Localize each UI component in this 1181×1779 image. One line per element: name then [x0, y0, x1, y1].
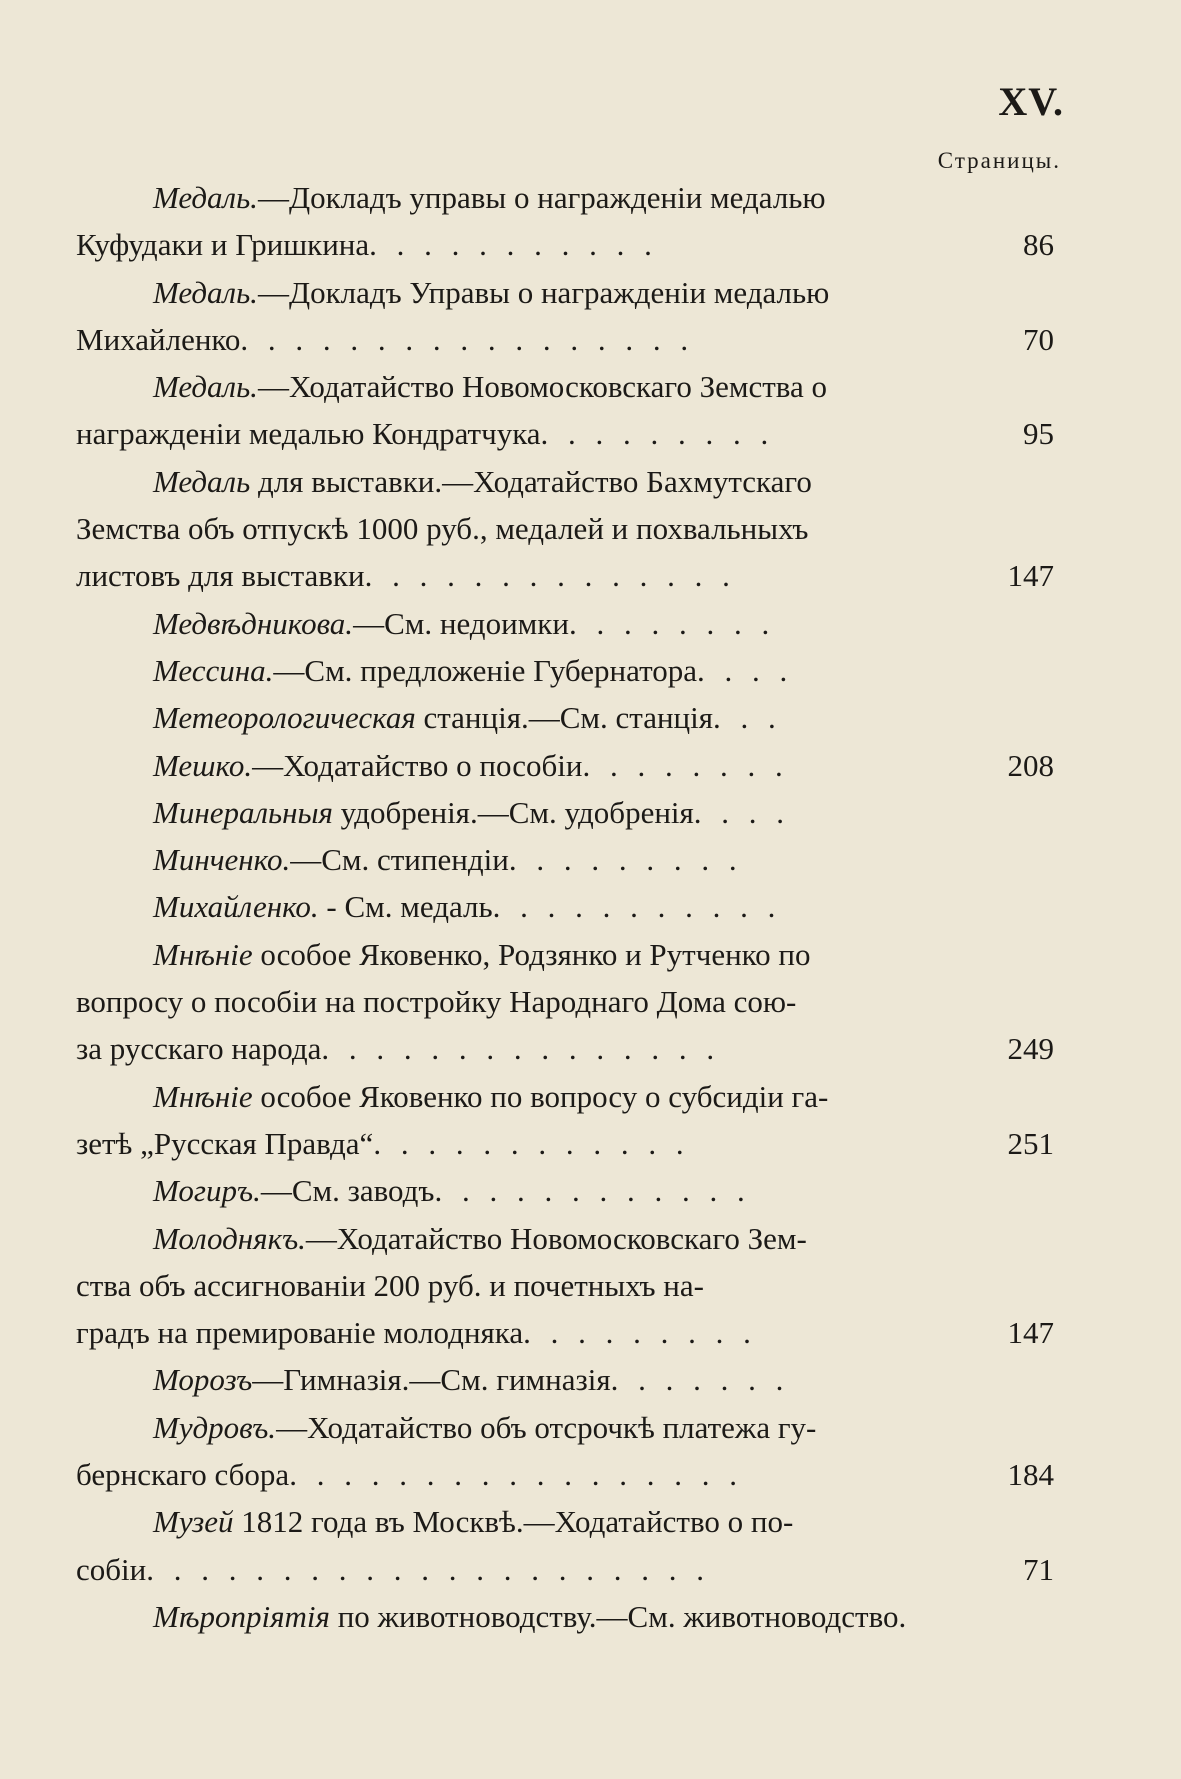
index-text: 1812 года въ Москвѣ.—Ходатайство о по-: [233, 1504, 794, 1540]
index-text: за русскаго народа: [76, 1031, 322, 1067]
index-term: Медаль.: [153, 180, 258, 215]
dot-leader: . . . . . . . . . . . .: [373, 1125, 690, 1161]
index-text: зетѣ „Русская Правда“: [76, 1125, 374, 1161]
dot-leader: . . . . . . . . . . .: [369, 227, 658, 263]
index-text: —Ходатайство Новомосковскаго Земства о: [257, 369, 828, 405]
dot-leader: . . . . . . . . .: [508, 842, 743, 878]
index-line: [76, 269, 1066, 316]
index-text: —Докладъ Управы о награжденiи медалью: [257, 274, 830, 310]
dot-leader: . . . . . . . . . . . . . . . . .: [240, 321, 695, 357]
index-line: [76, 1120, 1066, 1167]
index-text: Куфудаки и Гришкина: [76, 227, 370, 263]
index-line: [76, 363, 1066, 410]
page-ref: 184: [1007, 1457, 1054, 1493]
index-text: собiи: [76, 1551, 147, 1587]
index-line: [76, 836, 1066, 883]
index-line: [76, 1546, 1066, 1593]
dot-leader: . . . . . . .: [610, 1362, 790, 1398]
index-text: особое Яковенко, Родзянко и Рутченко по: [252, 936, 811, 972]
index-text: —Ходатайство о пособiи: [252, 747, 583, 783]
index-term: Мудровъ.: [153, 1409, 277, 1445]
index-line: [76, 931, 1066, 978]
index-entry: [76, 1215, 1066, 1357]
index-text: станцiя.—См. станцiя: [415, 700, 714, 736]
index-line: [76, 742, 1066, 789]
index-line: [76, 1451, 1066, 1498]
index-term: Мнѣнiе: [153, 936, 253, 972]
index-text: —Ходатайство объ отсрочкѣ платежа гу-: [276, 1409, 817, 1445]
index-term: Мѣропрiятiя: [153, 1598, 330, 1634]
page-ref: 147: [1007, 558, 1054, 594]
index-term: Минченко.: [153, 842, 291, 878]
index-text: —См. заводъ: [260, 1173, 435, 1209]
index-entry: [76, 931, 1066, 1073]
index-line: [76, 978, 1066, 1025]
dot-leader: . . . .: [696, 652, 794, 688]
index-term: Минеральныя: [153, 794, 333, 830]
dot-leader: . . . . . . . . . . . . . .: [364, 558, 736, 594]
index-entry: [76, 1356, 1066, 1403]
index-line: [76, 1593, 1066, 1640]
index-entry: [76, 1404, 1066, 1499]
page-ref: 71: [1023, 1551, 1054, 1587]
index-entry: [76, 600, 1066, 647]
index-text: ства объ ассигнованiи 200 руб. и почетныхъ на-: [76, 1267, 704, 1303]
index-entry: [76, 458, 1066, 600]
index-line: [76, 1356, 1066, 1403]
index-line: [76, 221, 1066, 268]
page-ref: 86: [1023, 227, 1054, 263]
index-term: Музей: [153, 1504, 234, 1540]
page-ref: 208: [1007, 747, 1054, 783]
dot-leader: . . . .: [693, 794, 791, 830]
index-entry: [76, 647, 1066, 694]
index-line: [76, 883, 1066, 930]
page-ref: 70: [1023, 321, 1054, 357]
index-entry: [76, 789, 1066, 836]
index-line: [76, 694, 1066, 741]
subject-index: [76, 174, 1066, 1640]
index-text: Земства объ отпускѣ 1000 руб., медалей и похвальныхъ: [76, 511, 809, 547]
index-entry: [76, 174, 1066, 269]
index-text: листовъ для выставки: [76, 558, 365, 594]
index-text: - См. медаль: [318, 889, 493, 925]
index-term: Молоднякъ.: [153, 1220, 306, 1256]
dot-leader: . . . . . . . . .: [523, 1315, 757, 1351]
index-term: Медаль.: [153, 369, 258, 405]
page-ref: 251: [1007, 1125, 1054, 1161]
page-number: XV.: [998, 79, 1064, 124]
index-text: —Гимназiя.—См. гимназiя: [252, 1362, 611, 1398]
index-line: [76, 1498, 1066, 1545]
index-term: Морозъ: [153, 1362, 253, 1398]
dot-leader: . . . . . . . . . . . .: [434, 1173, 751, 1209]
index-text: вопросу о пособiи на постройку Народнаго Дома сою-: [76, 984, 797, 1020]
index-text: —См. предложенiе Губернатора: [273, 652, 697, 688]
dot-leader: . . . . . . . .: [568, 605, 776, 641]
index-line: [76, 1025, 1066, 1072]
index-entry: [76, 883, 1066, 930]
page-ref: 147: [1007, 1315, 1054, 1351]
dot-leader: . . . . . . . . . . .: [492, 889, 782, 925]
index-line: [76, 410, 1066, 457]
index-line: [76, 789, 1066, 836]
dot-leader: . . .: [713, 700, 782, 736]
dot-leader: . . . . . . . . .: [540, 416, 775, 452]
dot-leader: . . . . . . . . . . . . . . .: [321, 1031, 721, 1067]
index-text: удобренiя.—См. удобренiя: [332, 794, 694, 830]
index-entry: [76, 1593, 1066, 1640]
page-ref: 249: [1007, 1031, 1054, 1067]
index-text: градъ на премированiе молодняка: [76, 1315, 524, 1351]
index-text: особое Яковенко по вопросу о субсидiи га-: [252, 1078, 829, 1114]
dot-leader: . . . . . . . .: [582, 747, 789, 783]
index-line: [76, 1073, 1066, 1120]
index-entry: [76, 836, 1066, 883]
index-text: бернскаго сбора: [76, 1457, 290, 1493]
index-text: —См. недоимки: [353, 605, 569, 641]
index-entry: [76, 1167, 1066, 1214]
index-line: [76, 1215, 1066, 1262]
index-term: Могиръ.: [153, 1173, 261, 1209]
index-term: Медаль.: [153, 274, 258, 310]
index-term: Михайленко.: [153, 889, 319, 925]
index-line: [76, 458, 1066, 505]
index-line: [76, 552, 1066, 599]
index-entry: [76, 1073, 1066, 1168]
index-line: [76, 1309, 1066, 1356]
index-term: Мессина.: [153, 652, 274, 688]
index-line: [76, 174, 1066, 221]
index-line: [76, 1404, 1066, 1451]
index-term: Мешко.: [153, 747, 253, 783]
index-line: [76, 505, 1066, 552]
pages-column-header: Страницы.: [937, 148, 1061, 173]
index-text: —См. стипендiи: [290, 842, 509, 878]
index-text: по животноводству.—См. животноводство.: [329, 1598, 907, 1634]
index-text: —Докладъ управы о награжденiи медалью: [257, 180, 826, 215]
index-line: [76, 1262, 1066, 1309]
index-entry: [76, 1498, 1066, 1593]
index-text: для выставки.—Ходатайство Бахмутскаго: [250, 463, 812, 499]
index-term: Метеорологическая: [153, 700, 416, 736]
page-ref: 95: [1023, 416, 1054, 452]
index-text: Михайленко: [76, 321, 241, 357]
dot-leader: . . . . . . . . . . . . . . . . . . . . .: [146, 1551, 710, 1587]
index-text: —Ходатайство Новомосковскаго Зем-: [305, 1220, 807, 1256]
index-entry: [76, 363, 1066, 458]
index-line: [76, 600, 1066, 647]
index-entry: [76, 269, 1066, 364]
index-line: [76, 316, 1066, 363]
index-term: Медвѣдникова.: [153, 605, 354, 641]
index-line: [76, 647, 1066, 694]
dot-leader: . . . . . . . . . . . . . . . . .: [289, 1457, 743, 1493]
index-term: Мнѣнiе: [153, 1078, 253, 1114]
index-term: Медаль: [153, 463, 251, 499]
index-entry: [76, 742, 1066, 789]
index-text: награжденiи медалью Кондратчука: [76, 416, 541, 452]
index-line: [76, 1167, 1066, 1214]
index-entry: [76, 694, 1066, 741]
